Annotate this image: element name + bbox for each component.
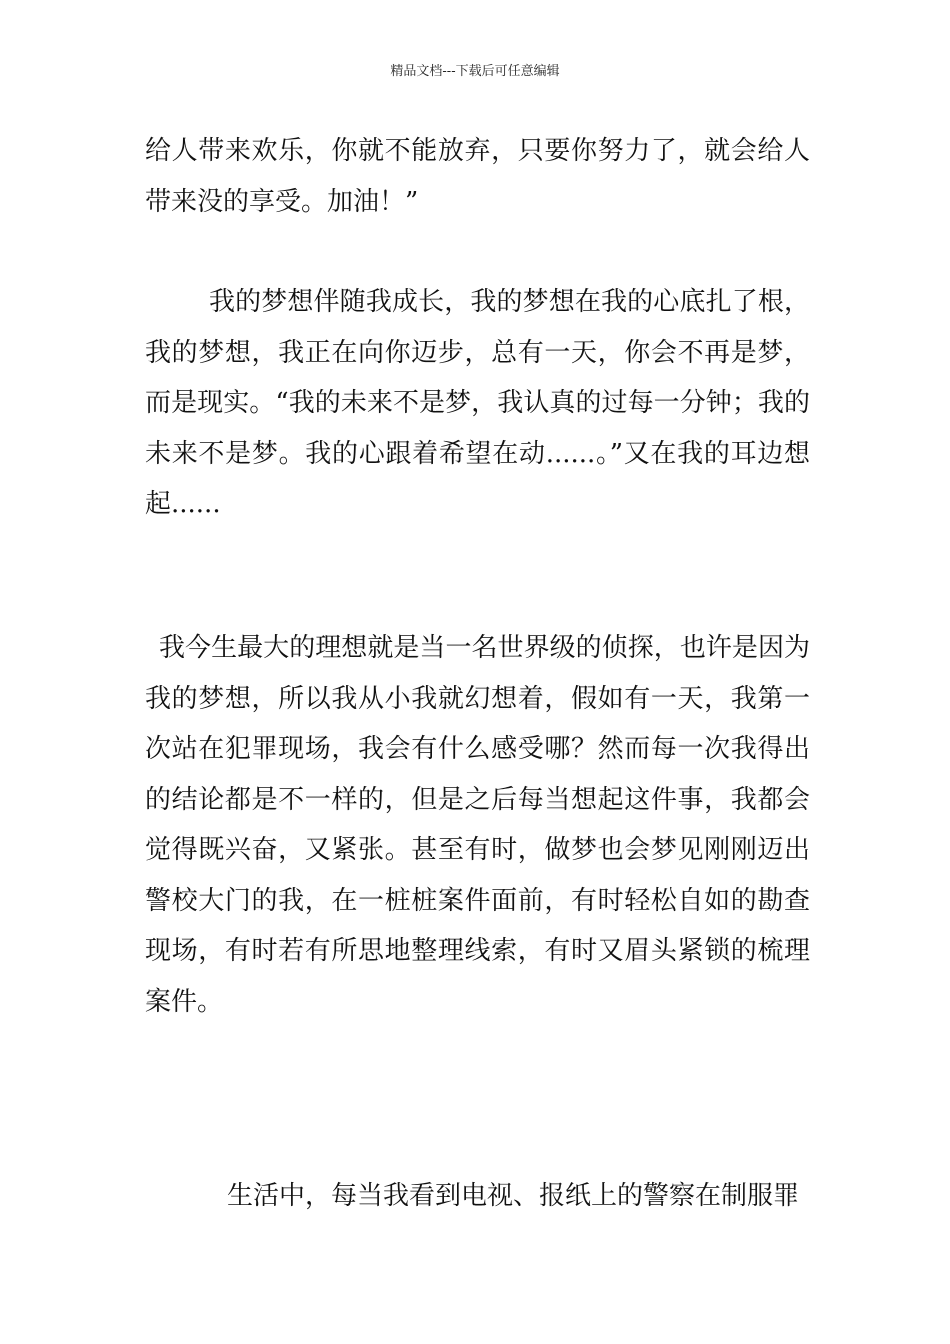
paragraph-3: 我今生最大的理想就是当一名世界级的侦探，也许是因为我的梦想，所以我从小我就幻想着，假如有一天，我第一次站在犯罪现场，我会有什么感受哪？然而每一次我得出的结论都是不一样的，但是之后每当想起这件事，我都会觉得既兴奋，又紧张。甚至有时，做梦也会梦见刚刚迈出警校大门的我，在一桩桩案件面前，有时轻松自如的勘查现场，有时若有所思地整理线索，有时又眉头紧锁的梳理案件。 bbox=[145, 633, 810, 1017]
page-header: 精品文档---下载后可任意编辑 bbox=[390, 64, 560, 79]
paragraph-4: 生活中，每当我看到电视、报纸上的警察在制服罪 bbox=[227, 1181, 800, 1211]
paragraph-2: 我的梦想伴随我成长，我的梦想在我的心底扎了根，我的梦想，我正在向你迈步，总有一天，你会不再是梦，而是现实。“我的未来不是梦，我认真的过每一分钟；我的未来不是梦。我的心跟着希望在动......。”又在我的耳边想起...... bbox=[145, 287, 810, 519]
paragraph-1: 给人带来欢乐，你就不能放弃，只要你努力了，就会给人带来没的享受。加油！” bbox=[145, 136, 810, 217]
